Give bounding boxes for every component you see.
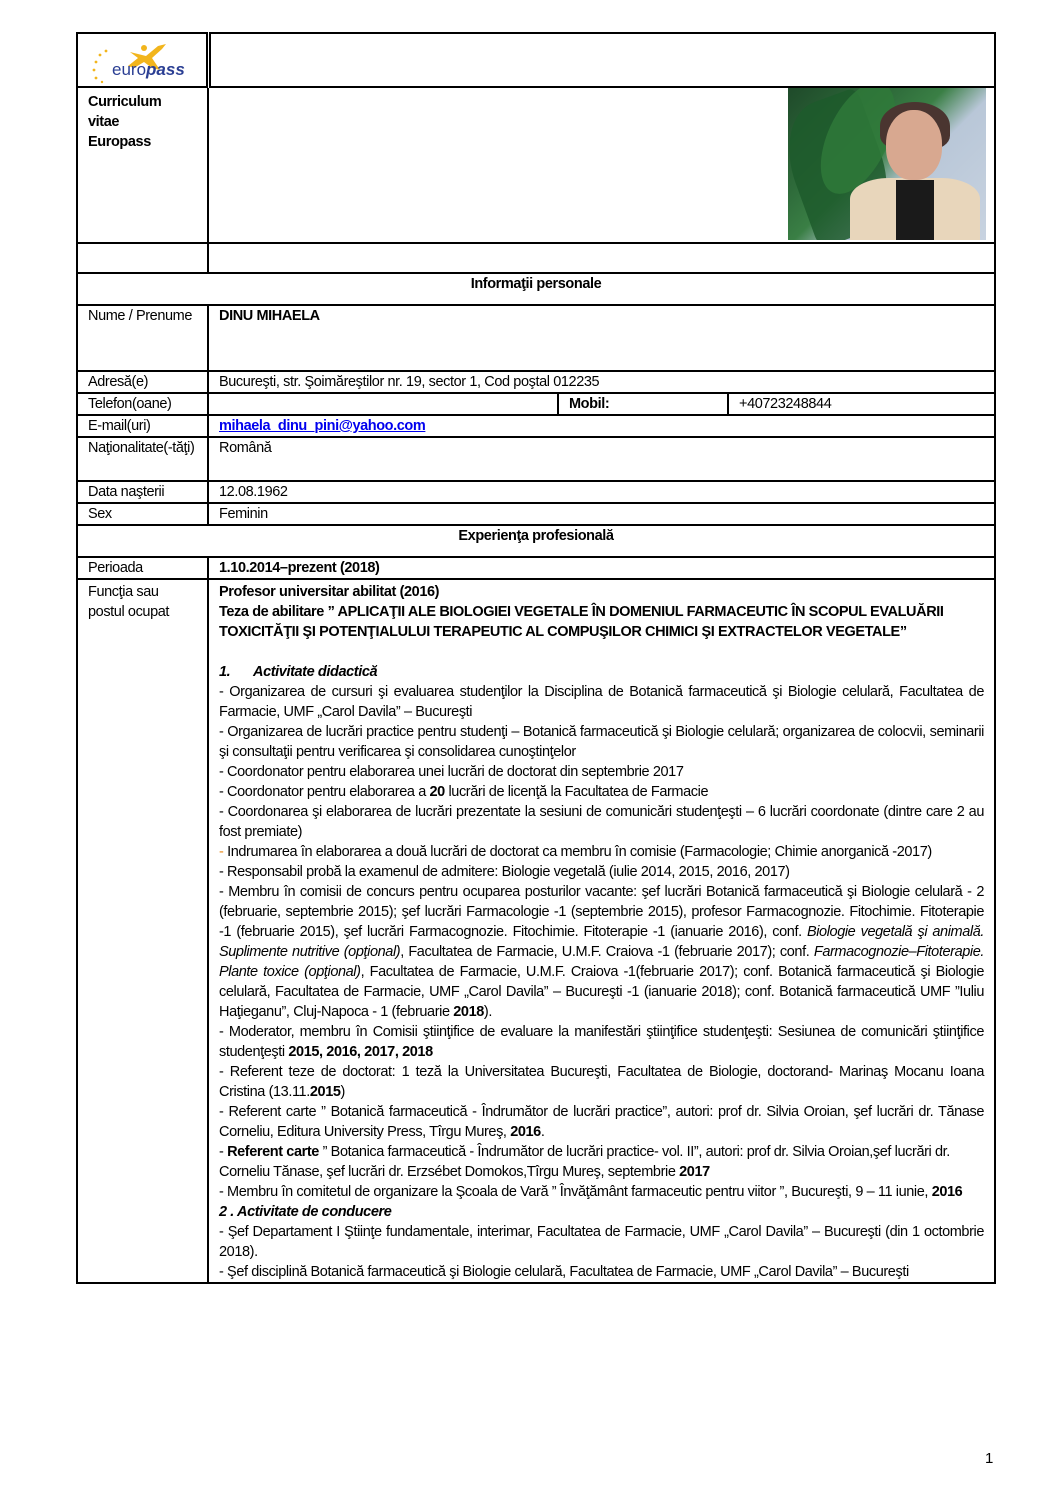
spacer-cell-left <box>77 243 208 273</box>
section-title-experience: Experienţa profesională <box>77 525 995 557</box>
phone-label: Telefon(oane) <box>77 393 208 415</box>
management-item: - Şef disciplină Botanică farmaceutică şi Biologie celulară, Facultatea de Farmacie, UMF „Carol Davila” – Bucureşti <box>219 1264 909 1280</box>
position-label: Funcţia sau postul ocupat <box>77 579 208 1283</box>
birth-value: 12.08.1962 <box>208 481 995 503</box>
name-label: Nume / Prenume <box>77 305 208 371</box>
cv-table <box>76 32 996 1284</box>
teaching-item-commissions: - Membru în comisii de concurs pentru ocuparea posturilor vacante: şef lucrări Botanică farmaceutică şi Biologie celulară - 2 (februarie, septembrie 2015); şef lucrări Farmacologie -1 (septembrie 2015), profesor Farmacognozie. Fitochimie. Fitoterapie -1 (februarie 2015), şef lucrări Farmacognozie. Fitochimie. Fitoterapie -1 (ianuarie 2016), conf. Biologie vegetală şi animală. Suplimente nutritive (opţional), Facultatea de Farmacie, U.M.F. Craiova -1 (februarie 2017); conf. Farmacognozie–Fitoterapie. Plante toxice (opţional), Facultatea de Farmacie, U.M.F. Craiova -1(februarie 2017); conf. Botanică farmaceutică şi Biologie celulară, Facultatea de Farmacie, UMF „Carol Davila” – Bucureşti -1 (ianuarie 2018); conf. Botanică farmaceutică UMF ”Iuliu Haţieganu”, Cluj-Napoca - 1 (februarie 2018). <box>219 884 985 1020</box>
teaching-item: - Referent carte ” Botanica farmaceutică - Îndrumător de lucrări practice- vol. II”, autori: prof dr. Silvia Oroian,şef lucrări dr. Corneliu Tănase, şef lucrări dr. Erzsébet Domokos,Tîrgu Mureş, septembrie 2017 <box>219 1144 950 1180</box>
logo-cell <box>77 33 208 87</box>
address-label: Adresă(e) <box>77 371 208 393</box>
phone-value <box>208 393 558 415</box>
teaching-item: - Responsabil probă la examenul de admitere: Biologie vegetală (iulie 2014, 2015, 2016, 2017) <box>219 864 790 880</box>
teaching-item: - Coordonator pentru elaborarea unei lucrări de doctorat din septembrie 2017 <box>219 764 684 780</box>
teaching-item: - Moderator, membru în Comisii ştiinţifice de evaluare la manifestări ştiinţifice studenţeşti: Sesiunea de comunicări ştiinţifice studenţeşti 2015, 2016, 2017, 2018 <box>219 1024 985 1060</box>
nationality-label: Naţionalitate(-tăţi) <box>77 437 208 481</box>
name-value: DINU MIHAELA <box>208 305 995 371</box>
period-value: 1.10.2014–prezent (2018) <box>208 557 995 579</box>
period-label: Perioada <box>77 557 208 579</box>
section-title-personal: Informaţii personale <box>77 273 995 305</box>
subsection-teaching: 1. Activitate didactică <box>219 664 378 680</box>
teaching-item: - Referent teze de doctorat: 1 teză la Universitatea Bucureşti, Facultatea de Biologie, doctorand- Marinaş Mocanu Ioana Cristina (13.11.2015) <box>219 1064 985 1100</box>
page-number: 1 <box>985 1450 994 1467</box>
position-title: Profesor universitar abilitat (2016) <box>219 584 440 600</box>
email-cell <box>208 415 995 437</box>
birth-label: Data naşterii <box>77 481 208 503</box>
mobile-label: Mobil: <box>558 393 728 415</box>
management-item: - Şef Departament I Ştiinţe fundamentale, interimar, Facultatea de Farmacie, UMF „Carol Davila” – Bucureşti (din 1 octombrie 2018). <box>219 1224 985 1260</box>
address-value: Bucureşti, str. Şoimăreştilor nr. 19, sector 1, Cod poştal 012235 <box>208 371 995 393</box>
cv-title-line3: Europass <box>88 134 151 150</box>
nationality-value: Română <box>208 437 995 481</box>
teaching-item: - Organizarea de lucrări practice pentru studenţi – Botanică farmaceutică şi Biologie celulară; organizarea de colocvii, seminarii şi consultaţii pentru verificarea şi consolidarea cunoştinţelor <box>219 724 985 760</box>
cv-title-line1: Curriculum <box>88 94 162 110</box>
teaching-item: - Indrumarea în elaborarea a două lucrări de doctorat ca membru în comisie (Farmacologie; Chimie anorganică -2017) <box>219 844 932 860</box>
photo-cell <box>208 87 995 243</box>
teaching-item: - Coordonarea şi elaborarea de lucrări prezentate la sesiuni de comunicări studenţeşti – 6 lucrări coordonate (dintre care 2 au fost premiate) <box>219 804 985 840</box>
cv-title-line2: vitae <box>88 114 120 130</box>
teaching-item: - Membru în comitetul de organizare la Şcoala de Vară ” Învăţământ farmaceutic pentru viitor ”, Bucureşti, 9 – 11 iunie, 2016 <box>219 1184 963 1200</box>
europass-logo <box>88 40 200 84</box>
subsection-management: 2 . Activitate de conducere <box>219 1204 392 1220</box>
spacer-cell-right <box>208 243 995 273</box>
portrait-photo <box>788 88 986 240</box>
habilitation-thesis: Teza de abilitare ” APLICAŢII ALE BIOLOGIEI VEGETALE ÎN DOMENIUL FARMACEUTIC ÎN SCOPUL EVALUĂRII TOXICITĂŢII ŞI POTENŢIALULUI TERAPEUTIC AL COMPUŞILOR CHIMICI ŞI EXTRACTELOR VEGETALE” <box>219 604 944 640</box>
cv-title <box>77 87 208 243</box>
header-empty-cell <box>208 33 995 87</box>
cv-page <box>76 32 994 1284</box>
email-link[interactable]: mihaela_dinu_pini@yahoo.com <box>219 418 426 434</box>
sex-value: Feminin <box>208 503 995 525</box>
europass-logo-text: europass <box>112 60 185 79</box>
position-details <box>208 579 995 1283</box>
sex-label: Sex <box>77 503 208 525</box>
email-label: E-mail(uri) <box>77 415 208 437</box>
teaching-item: - Coordonator pentru elaborarea a 20 lucrări de licenţă la Facultatea de Farmacie <box>219 784 709 800</box>
teaching-item: - Referent carte ” Botanică farmaceutică - Îndrumător de lucrări practice”, autori: prof dr. Silvia Oroian, şef lucrări dr. Tănase Corneliu, Editura University Press, Tîrgu Mureş, 2016. <box>219 1104 985 1140</box>
mobile-value: +40723248844 <box>728 393 995 415</box>
teaching-item: - Organizarea de cursuri şi evaluarea studenţilor la Disciplina de Botanică farmaceutică şi Biologie celulară, Facultatea de Farmacie, UMF „Carol Davila” – Bucureşti <box>219 684 985 720</box>
